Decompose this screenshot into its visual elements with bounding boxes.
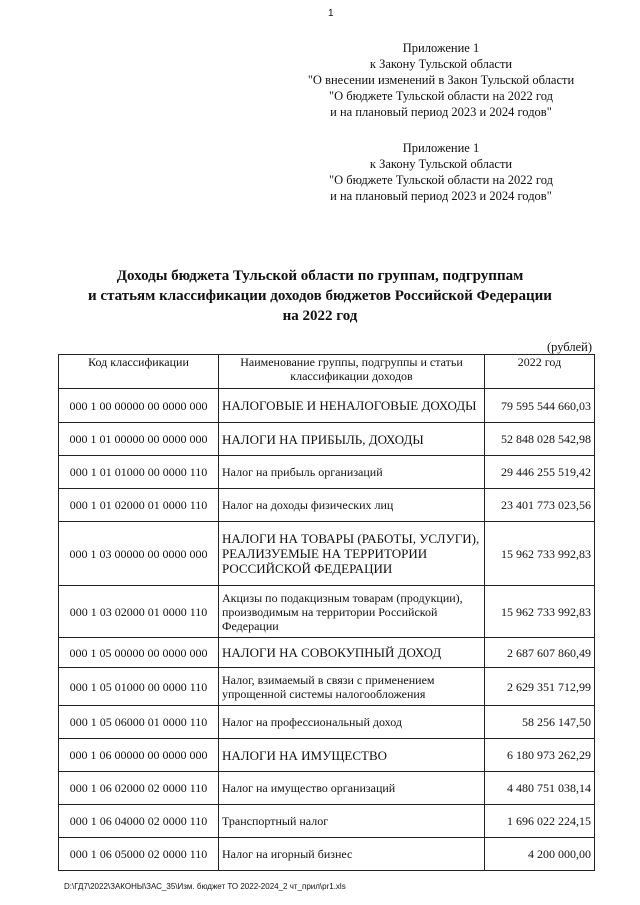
row-name: НАЛОГОВЫЕ И НЕНАЛОГОВЫЕ ДОХОДЫ	[219, 389, 485, 423]
table-row	[59, 706, 595, 739]
appendix-line: "О бюджете Тульской области на 2022 год	[329, 89, 553, 103]
appendix-note-original	[296, 140, 586, 204]
appendix-line: Приложение 1	[402, 141, 480, 155]
row-name: Транспортный налог	[219, 805, 485, 838]
row-name: НАЛОГИ НА СОВОКУПНЫЙ ДОХОД	[219, 638, 485, 668]
row-code: 000 1 06 05000 02 0000 110	[59, 838, 219, 871]
appendix-line: и на плановый период 2023 и 2024 годов"	[330, 105, 552, 119]
row-code: 000 1 00 00000 00 0000 000	[59, 389, 219, 423]
appendix-line: к Закону Тульской области	[369, 157, 513, 171]
row-code: 000 1 01 01000 00 0000 110	[59, 456, 219, 489]
header-code: Код классификации	[59, 355, 219, 389]
header-amount: 2022 год	[485, 355, 595, 389]
appendix-line: Приложение 1	[402, 41, 480, 55]
table-row	[59, 489, 595, 522]
row-amount: 52 848 028 542,98	[485, 423, 595, 456]
row-code: 000 1 05 00000 00 0000 000	[59, 638, 219, 668]
table-row	[59, 838, 595, 871]
row-amount: 2 687 607 860,49	[485, 638, 595, 668]
row-amount: 29 446 255 519,42	[485, 456, 595, 489]
document-title	[40, 266, 600, 326]
table-row	[59, 638, 595, 668]
table-row	[59, 456, 595, 489]
table-row	[59, 805, 595, 838]
row-code: 000 1 06 02000 02 0000 110	[59, 772, 219, 805]
row-amount: 1 696 022 224,15	[485, 805, 595, 838]
table-header-row	[59, 355, 595, 389]
row-code: 000 1 03 02000 01 0000 110	[59, 586, 219, 638]
table-row	[59, 522, 595, 586]
table-row	[59, 389, 595, 423]
row-name: НАЛОГИ НА ТОВАРЫ (РАБОТЫ, УСЛУГИ), РЕАЛИЗУЕМЫЕ НА ТЕРРИТОРИИ РОССИЙСКОЙ ФЕДЕРАЦИИ	[219, 522, 485, 586]
row-name: Налог на имущество организаций	[219, 772, 485, 805]
row-name: НАЛОГИ НА ИМУЩЕСТВО	[219, 739, 485, 772]
row-name: Акцизы по подакцизным товарам (продукции), производимым на территории Российской Федерации	[219, 586, 485, 638]
row-amount: 15 962 733 992,83	[485, 586, 595, 638]
title-line: на 2022 год	[282, 308, 358, 324]
row-amount: 15 962 733 992,83	[485, 522, 595, 586]
appendix-line: и на плановый период 2023 и 2024 годов"	[330, 189, 552, 203]
row-name: Налог на игорный бизнес	[219, 838, 485, 871]
page-number: 1	[328, 8, 334, 19]
row-amount: 4 480 751 038,14	[485, 772, 595, 805]
row-code: 000 1 03 00000 00 0000 000	[59, 522, 219, 586]
row-amount: 58 256 147,50	[485, 706, 595, 739]
table-row	[59, 668, 595, 706]
title-line: Доходы бюджета Тульской области по группам, подгруппам	[116, 268, 524, 284]
row-amount: 2 629 351 712,99	[485, 668, 595, 706]
appendix-line: "О бюджете Тульской области на 2022 год	[329, 173, 553, 187]
table-row	[59, 739, 595, 772]
row-amount: 79 595 544 660,03	[485, 389, 595, 423]
table-row	[59, 772, 595, 805]
table-row	[59, 586, 595, 638]
row-name: Налог на прибыль организаций	[219, 456, 485, 489]
income-table	[58, 354, 595, 871]
row-name: Налог на профессиональный доход	[219, 706, 485, 739]
row-name: НАЛОГИ НА ПРИБЫЛЬ, ДОХОДЫ	[219, 423, 485, 456]
appendix-line: к Закону Тульской области	[369, 57, 513, 71]
row-amount: 23 401 773 023,56	[485, 489, 595, 522]
file-path-footer: D:\ГД7\2022\ЗАКОНЫ\ЗАС_35\Изм. бюджет ТО 2022-2024_2 чт_прил\pr1.xls	[64, 882, 346, 891]
row-name: Налог, взимаемый в связи с применением упрощенной системы налогообложения	[219, 668, 485, 706]
row-code: 000 1 01 02000 01 0000 110	[59, 489, 219, 522]
row-code: 000 1 06 04000 02 0000 110	[59, 805, 219, 838]
row-amount: 4 200 000,00	[485, 838, 595, 871]
row-name: Налог на доходы физических лиц	[219, 489, 485, 522]
row-code: 000 1 01 00000 00 0000 000	[59, 423, 219, 456]
header-name: Наименование группы, подгруппы и статьи классификации доходов	[219, 355, 485, 389]
appendix-line: "О внесении изменений в Закон Тульской области	[307, 73, 575, 87]
table-row	[59, 423, 595, 456]
row-code: 000 1 05 01000 00 0000 110	[59, 668, 219, 706]
currency-unit-label: (рублей)	[546, 340, 592, 354]
row-amount: 6 180 973 262,29	[485, 739, 595, 772]
appendix-note-amendment	[296, 40, 586, 120]
row-code: 000 1 05 06000 01 0000 110	[59, 706, 219, 739]
title-line: и статьям классификации доходов бюджетов Российской Федерации	[88, 288, 552, 304]
row-code: 000 1 06 00000 00 0000 000	[59, 739, 219, 772]
